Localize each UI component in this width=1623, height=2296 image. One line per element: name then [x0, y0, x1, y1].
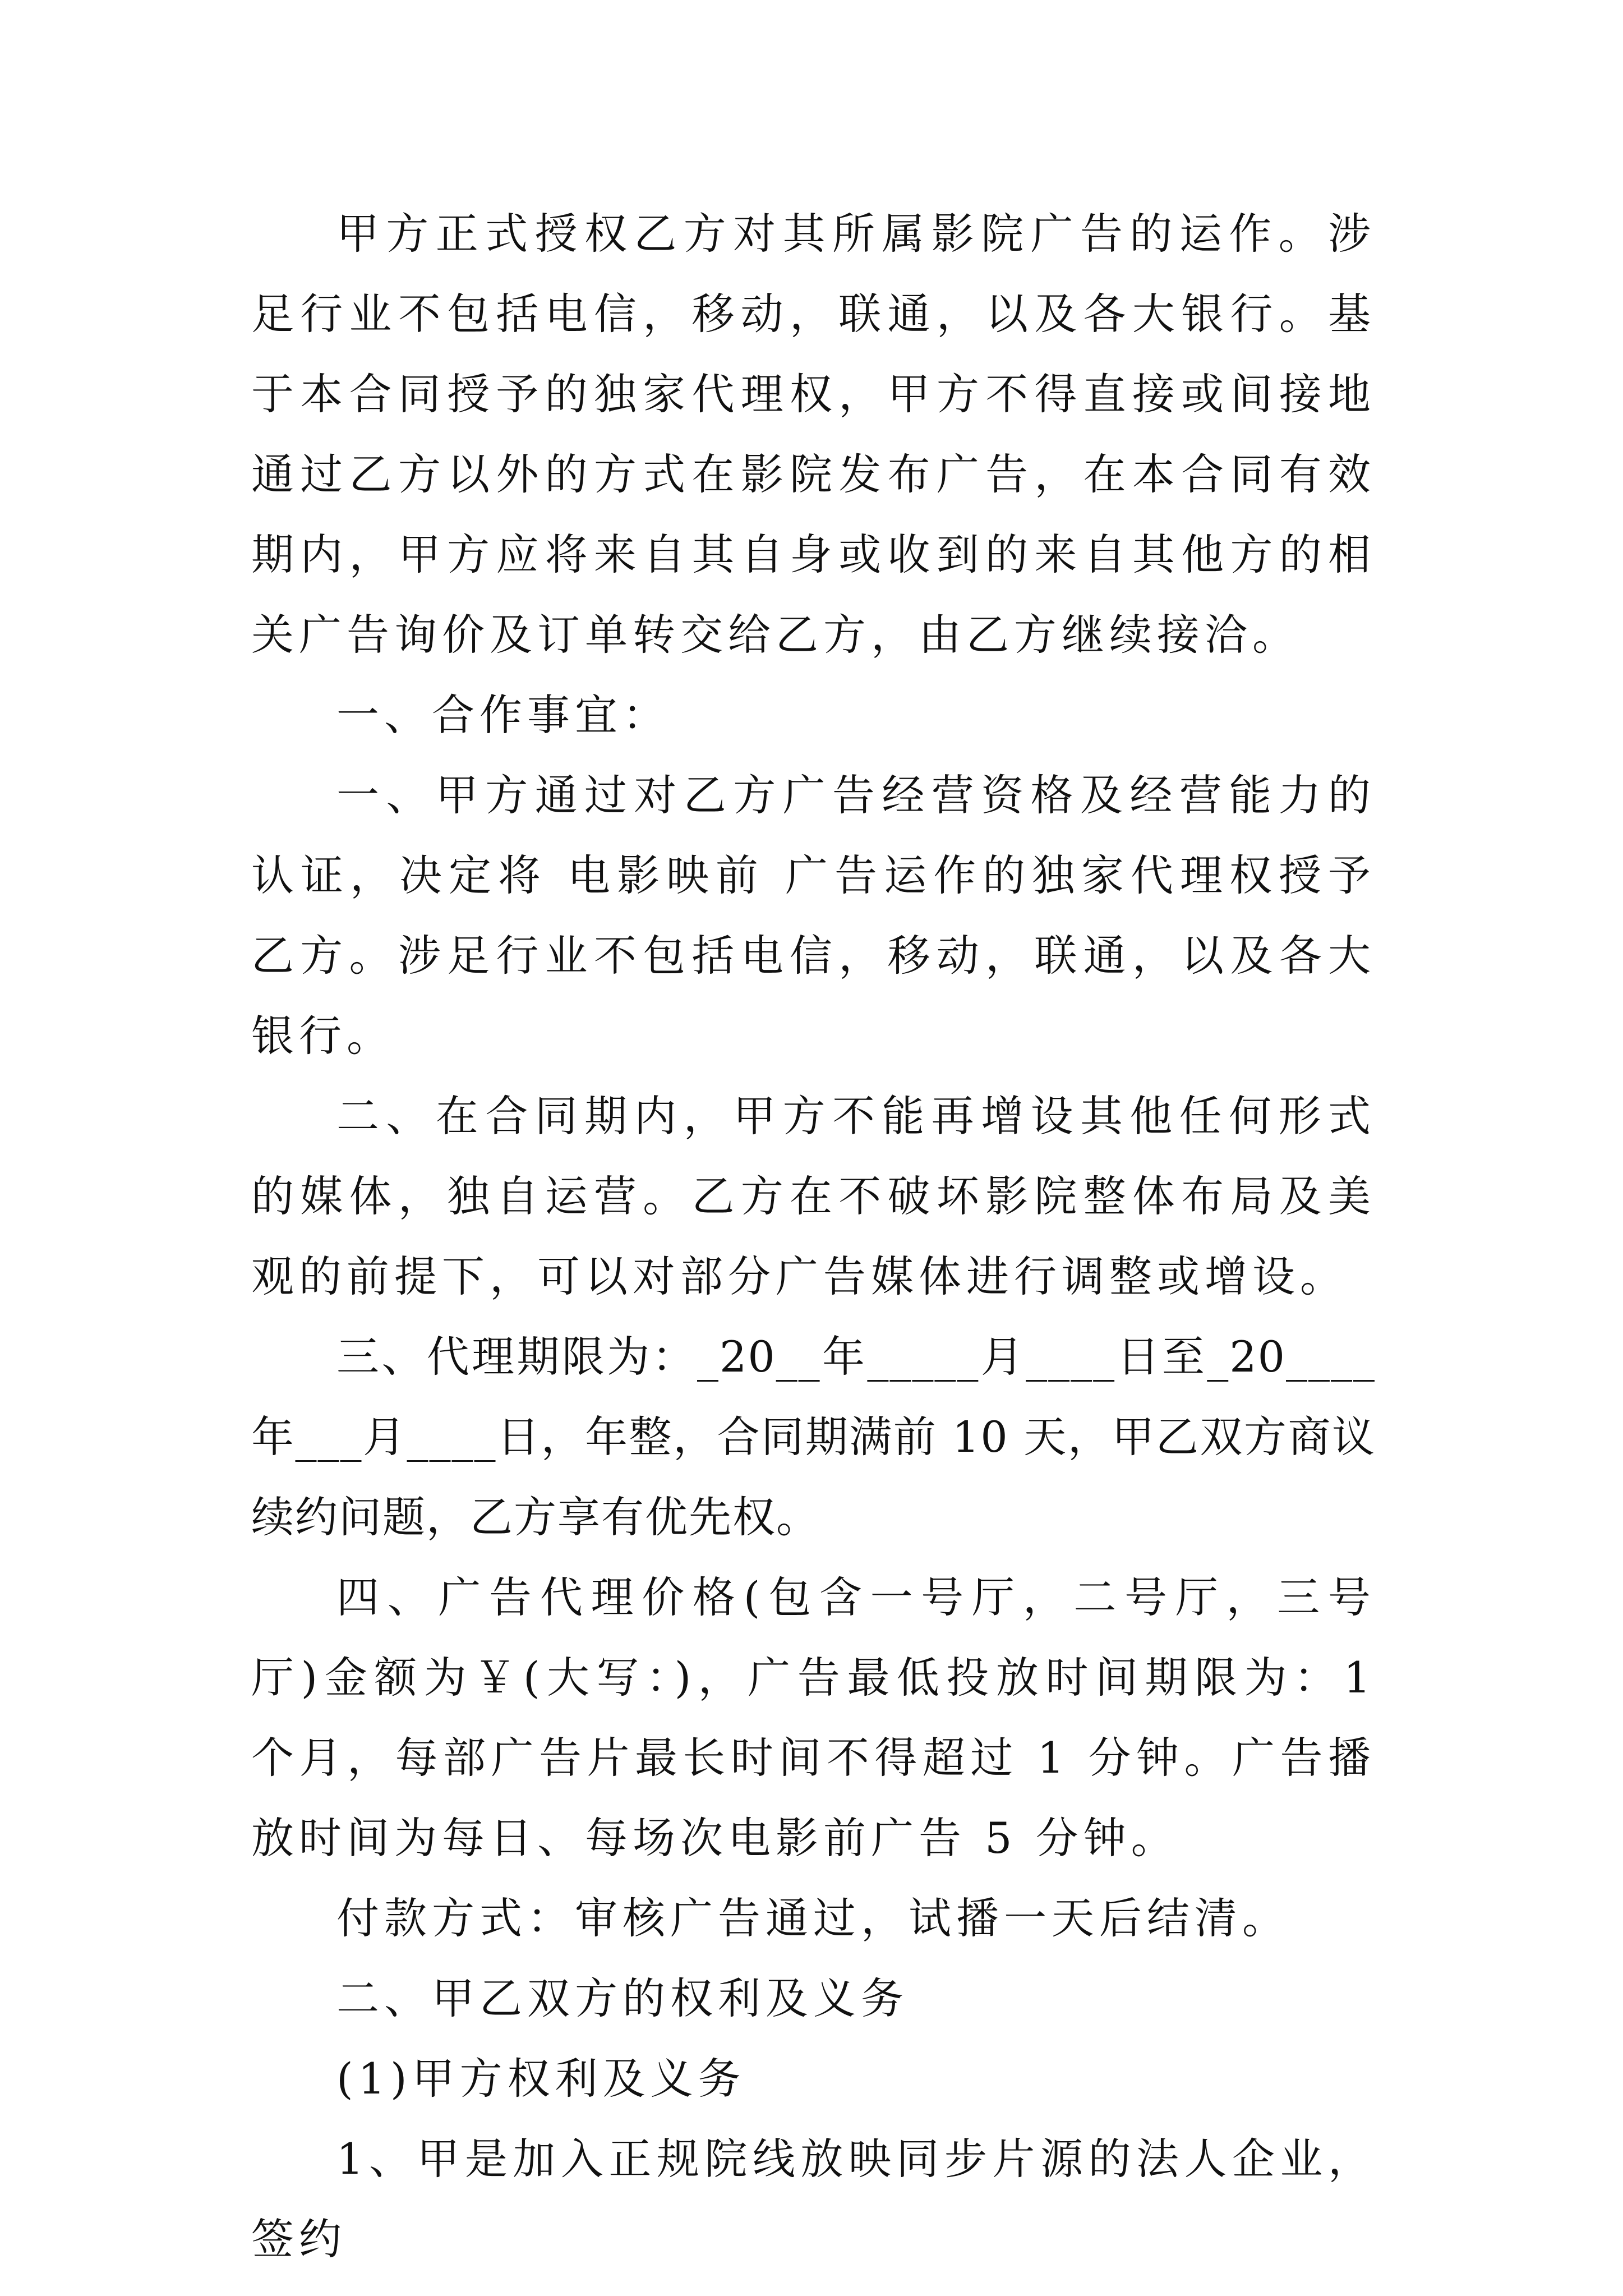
paragraph-payment-method: 付款方式：审核广告通过，试播一天后结清。 — [336, 1893, 1290, 1943]
paragraph-clause-1: 一、甲方通过对乙方广告经营资格及经营能力的认证，决定将 电影映前 广告运作的独家代理权授予乙方。涉足行业不包括电信，移动，联通，以及各大银行。 — [251, 770, 1376, 1061]
paragraph-authorization: 甲方正式授权乙方对其所属影院广告的运作。涉足行业不包括电信，移动，联通，以及各大银行。基于本合同授予的独家代理权，甲方不得直接或间接地通过乙方以外的方式在影院发布广告，在本合同有效期内，甲方应将来自其自身或收到的来自其他方的相关广告询价及订单转交给乙方，由乙方继续接洽。 — [251, 209, 1376, 660]
document-body — [251, 194, 1376, 2279]
heading-rights-obligations: 二、甲乙双方的权利及义务 — [336, 1973, 909, 2023]
paragraph-clause-2: 二、在合同期内，甲方不能再增设其他任何形式的媒体，独自运营。乙方在不破坏影院整体布局及美观的前提下，可以对部分广告媒体进行调整或增设。 — [251, 1091, 1376, 1301]
paragraph-clause-3-term: 三、代理期限为：_20__年_____月____日至_20____年___月____日，年整，合同期满前 10 天，甲乙双方商议续约问题，乙方享有优先权。 — [251, 1332, 1376, 1542]
heading-party-a-rights: (1)甲方权利及义务 — [336, 2054, 746, 2104]
paragraph-clause-4-price: 四、广告代理价格(包含一号厅，二号厅，三号厅)金额为￥(大写：)，广告最低投放时间期限为：1 个月，每部广告片最长时间不得超过 1 分钟。广告播放时间为每日、每场次电影前广告 5 分钟。 — [251, 1572, 1376, 1863]
paragraph-party-a-item-1: 1、甲是加入正规院线放映同步片源的法人企业，签约 — [251, 2134, 1376, 2264]
heading-cooperation-matters: 一、合作事宜： — [336, 690, 670, 740]
